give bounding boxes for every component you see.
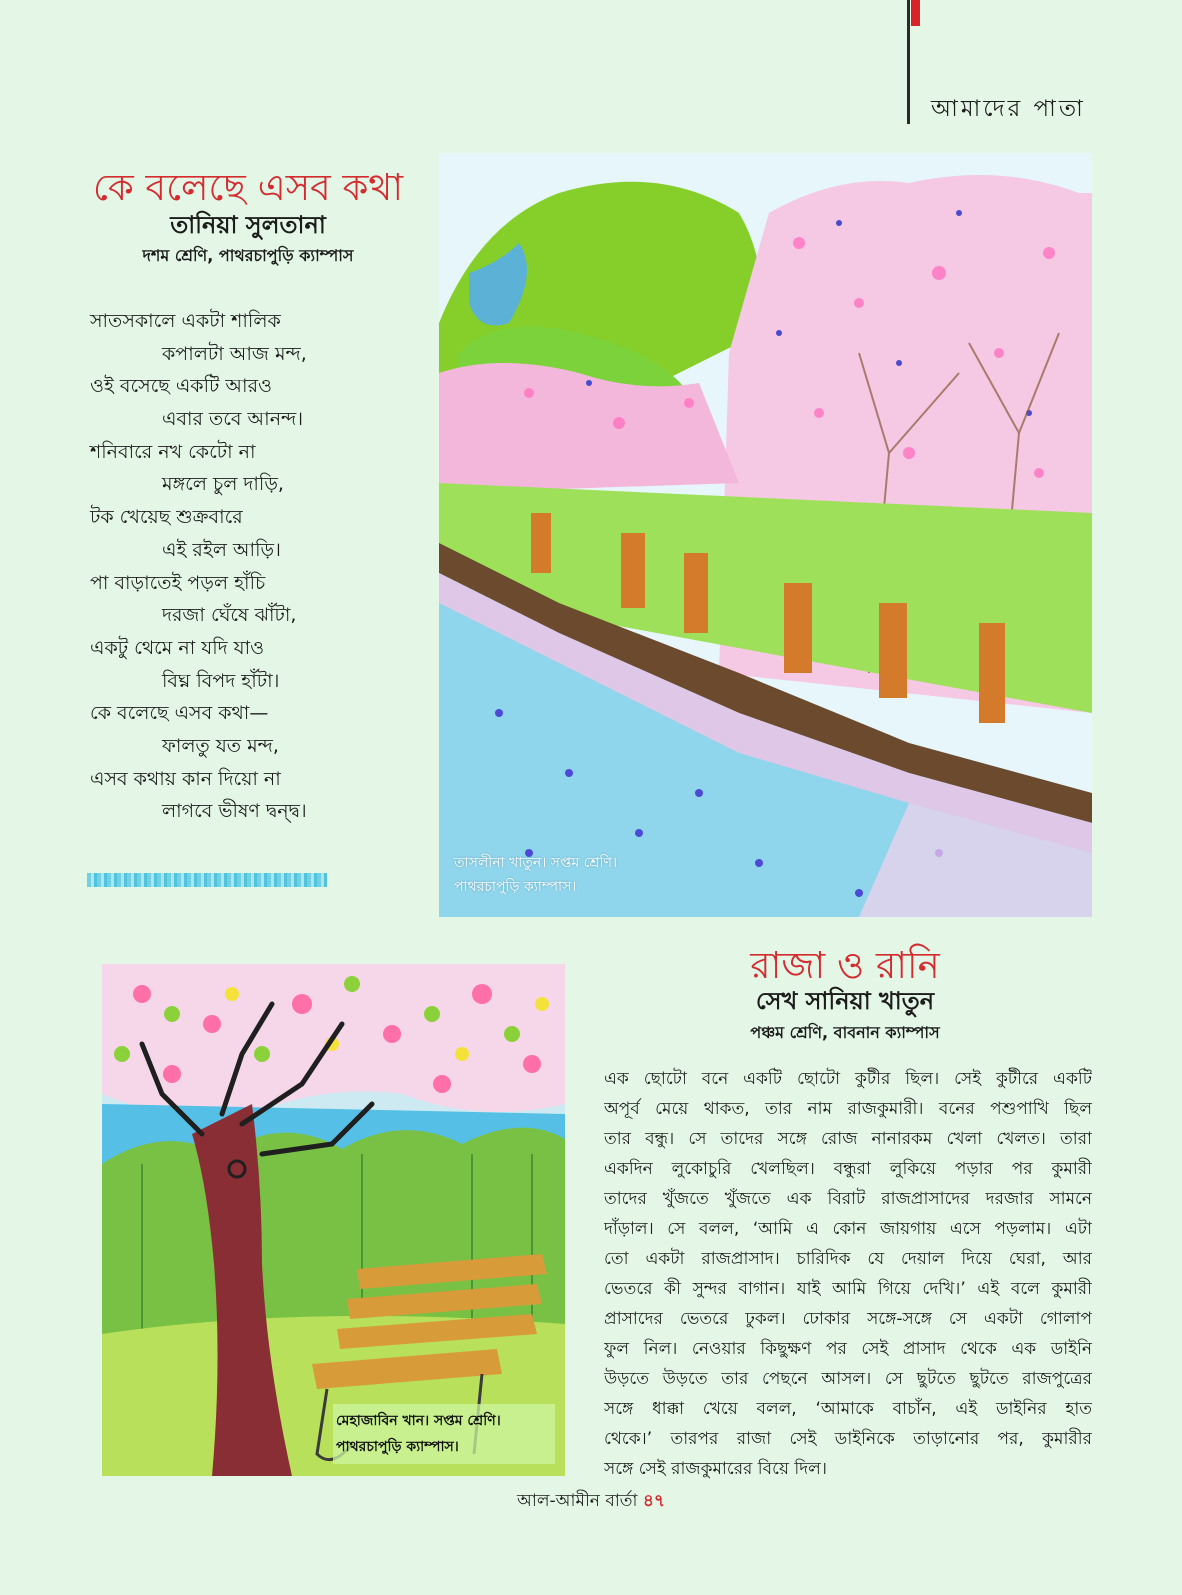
story-line: তো একটা রাজপ্রাসাদ। চারিদিক যে দেয়াল দিয়ে ঘেরা, আর bbox=[604, 1249, 1092, 1269]
story-class-info: পঞ্চম শ্রেণি, বাবনান ক্যাম্পাস bbox=[750, 1023, 940, 1042]
story-line: একদিন লুকোচুরি খেলছিল। বন্ধুরা লুকিয়ে পড়ার পর কুমারী bbox=[604, 1159, 1092, 1179]
story-title: রাজা ও রানি bbox=[750, 944, 940, 987]
poem-line: শনিবারে নখ কেটো না bbox=[90, 440, 256, 463]
header-red-marker bbox=[911, 0, 920, 26]
section-title: আমাদের পাতা bbox=[931, 96, 1086, 122]
story-line: তাদের খুঁজতে খুঁজতে এক বিরাট রাজপ্রাসাদের দরজার সামনে bbox=[604, 1189, 1092, 1209]
story-line: সঙ্গে ধাক্কা খেয়ে বলল, ‘আমাকে বাচাঁন, এই ডাইনির হাত bbox=[604, 1399, 1092, 1419]
page-number: ৪৭ bbox=[642, 1491, 665, 1511]
poem-body bbox=[90, 305, 410, 828]
painting-tree-bench bbox=[102, 964, 565, 1476]
poem-line: এসব কথায় কান দিয়ো না bbox=[90, 767, 281, 790]
story-line: উড়তে উড়তে তার পেছনে আসল। সে ছুটতে ছুটতে রাজপুত্রের bbox=[604, 1369, 1092, 1389]
poem-title: কে বলেছে এসব কথা bbox=[92, 166, 404, 209]
caption-line: মেহাজাবিন খান। সপ্তম শ্রেণি। bbox=[336, 1413, 501, 1429]
poem-line: কপালটা আজ মন্দ, bbox=[162, 342, 307, 365]
poem-class-info: দশম শ্রেণি, পাথরচাপুড়ি ক্যাম্পাস bbox=[142, 246, 354, 265]
poem-line: ফালতু যত মন্দ, bbox=[162, 734, 279, 757]
magazine-name: আল-আমীন বার্তা bbox=[517, 1491, 638, 1511]
poem-line: টক খেয়েছ শুক্রবারে bbox=[90, 506, 243, 529]
poem-line: এই রইল আড়ি। bbox=[162, 538, 281, 561]
page-footer bbox=[0, 1488, 1182, 1516]
poem-author: তানিয়া সুলতানা bbox=[170, 211, 326, 239]
story-line: অপূর্ব মেয়ে থাকত, তার নাম রাজকুমারী। বনের পশুপাখি ছিল bbox=[604, 1099, 1092, 1119]
painting-blossom-river-caption bbox=[454, 851, 617, 899]
story-line: দাঁড়াল। সে বলল, ‘আমি এ কোন জায়গায় এসে পড়লাম। এটা bbox=[604, 1219, 1092, 1239]
decorative-strip bbox=[87, 873, 327, 887]
caption-line: পাথরচাপুড়ি ক্যাম্পাস। bbox=[454, 879, 577, 895]
painting-blossom-river bbox=[439, 153, 1092, 917]
poem-line: ওই বসেছে একটি আরও bbox=[90, 375, 273, 398]
story-author: সেখ সানিয়া খাতুন bbox=[755, 987, 935, 1015]
story-line: ফুল নিল। নেওয়ার কিছুক্ষণ পর সেই প্রাসাদ থেকে এক ডাইনি bbox=[604, 1339, 1092, 1359]
poem-line: সাতসকালে একটা শালিক bbox=[90, 310, 281, 332]
poem-line: বিঘ্ন বিপদ হাঁটা। bbox=[162, 669, 280, 692]
poem-line: লাগবে ভীষণ দ্বন্দ্ব। bbox=[162, 800, 307, 823]
poem-line: একটু থেমে না যদি যাও bbox=[90, 636, 265, 659]
story-line: ভেতরে কী সুন্দর বাগান। যাই আমি গিয়ে দেখি।’ এই বলে কুমারী bbox=[604, 1279, 1092, 1299]
story-line: তার বন্ধু। সে তাদের সঙ্গে রোজ নানারকম খেলা খেলত। তারা bbox=[604, 1129, 1092, 1149]
painting-tree-bench-art bbox=[102, 964, 565, 1476]
poem-line: দরজা ঘেঁষে ঝাঁটা, bbox=[162, 604, 297, 627]
story-body bbox=[604, 1064, 1092, 1484]
story-line: প্রাসাদের ভেতরে ঢুকল। ঢোকার সঙ্গে-সঙ্গে সে একটা গোলাপ bbox=[604, 1309, 1092, 1329]
poem-line: পা বাড়াতেই পড়ল হাঁচি bbox=[90, 571, 266, 594]
poem-line: কে বলেছে এসব কথা— bbox=[90, 702, 269, 725]
story-line: এক ছোটো বনে একটি ছোটো কুটীর ছিল। সেই কুটীরে একটি bbox=[604, 1069, 1092, 1089]
poem-line: মঙ্গলে চুল দাড়ি, bbox=[162, 473, 284, 496]
header-divider bbox=[907, 0, 910, 124]
caption-line: পাথরচাপুড়ি ক্যাম্পাস। bbox=[336, 1439, 459, 1455]
story-line: থেকে।’ তারপর রাজা সেই ডাইনিকে তাড়ানোর পর, কুমারীর bbox=[604, 1429, 1092, 1449]
painting-tree-bench-caption bbox=[336, 1408, 501, 1460]
poem-line: এবার তবে আনন্দ। bbox=[162, 408, 304, 431]
painting-blossom-river-art bbox=[439, 153, 1092, 917]
story-line: সঙ্গে সেই রাজকুমারের বিয়ে দিল। bbox=[604, 1459, 827, 1479]
caption-line: তাসলীনা খাতুন। সপ্তম শ্রেণি। bbox=[454, 855, 617, 871]
